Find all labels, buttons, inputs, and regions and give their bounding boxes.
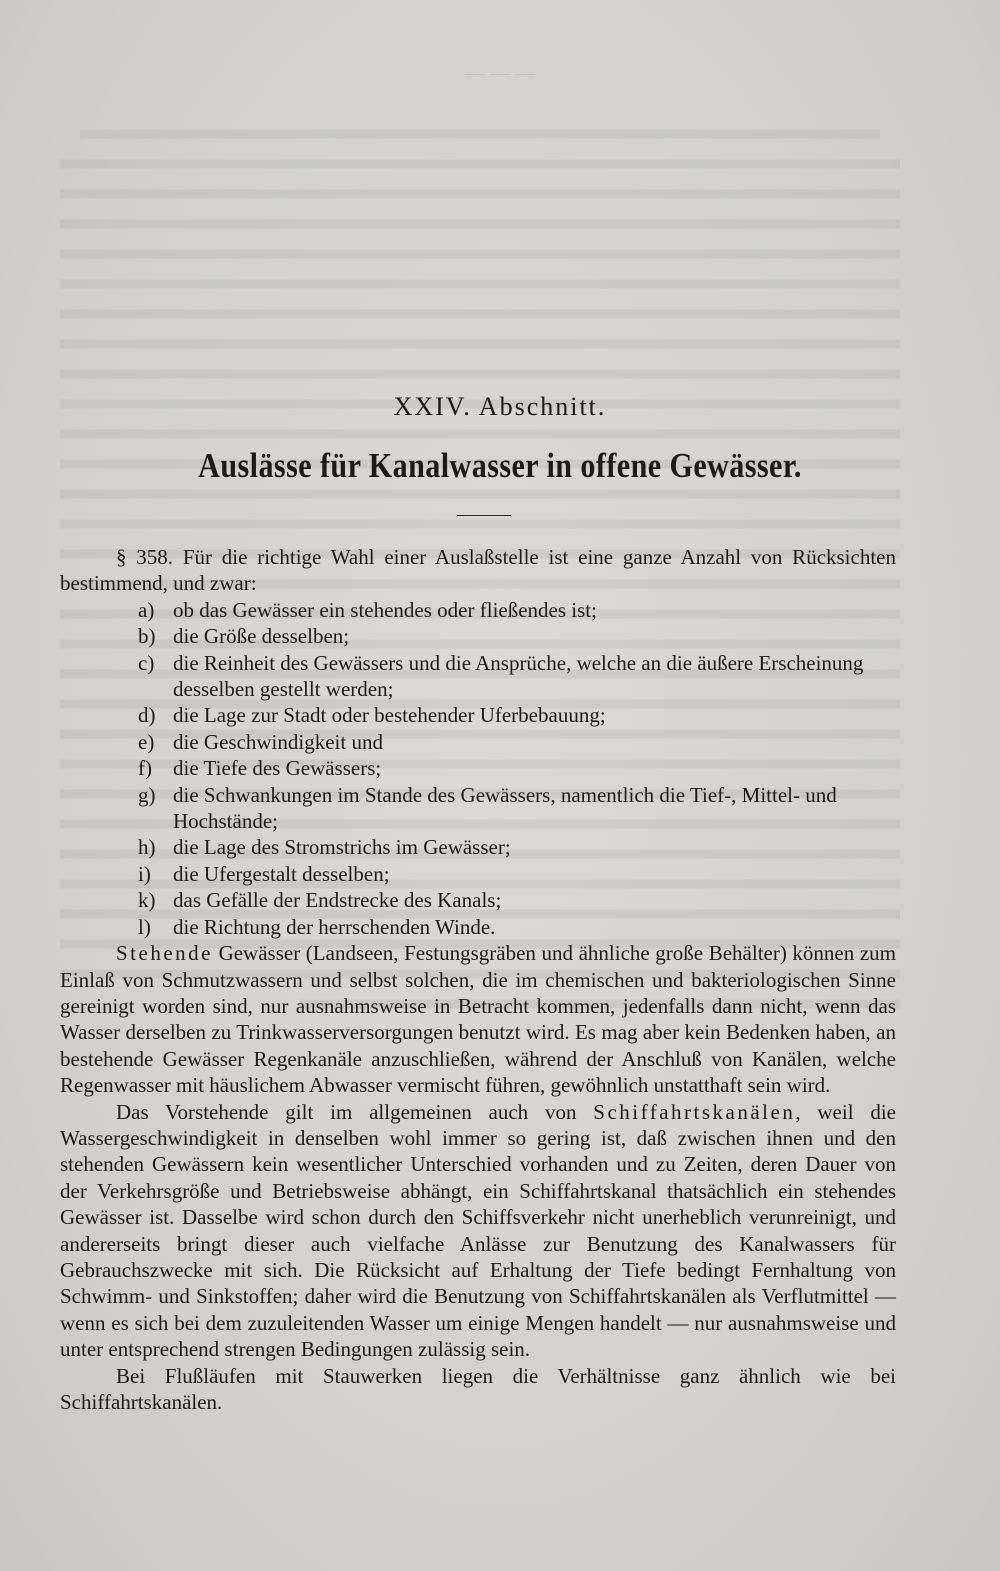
emphasis-term: Stehende [116, 941, 213, 966]
list-marker: d) [138, 703, 156, 728]
body-text [60, 544, 896, 1415]
list-item [60, 597, 896, 623]
list-item [60, 914, 896, 940]
list-marker: l) [138, 914, 151, 939]
intro-paragraph: § 358. Für die richtige Wahl einer Auslaßstelle ist eine ganze Anzahl von Rücksichten bestimmend, und zwar: [60, 545, 896, 596]
list-item [60, 782, 896, 835]
paragraph-schiffahrtskanaele [60, 1099, 896, 1363]
section-heading: XXIV. Abschnitt. [393, 392, 607, 421]
criteria-list [60, 597, 896, 940]
list-item [60, 755, 896, 781]
list-marker: b) [138, 624, 156, 649]
paragraph-stehende-gewaesser [60, 940, 896, 1098]
list-text: das Gefälle der Endstrecke des Kanals; [173, 888, 502, 913]
list-text: die Größe desselben; [173, 624, 350, 649]
list-item [60, 729, 896, 755]
list-text: die Tiefe des Gewässers; [173, 756, 382, 781]
paragraph-flusslaeufe: Bei Flußläufen mit Stauwerken liegen die Verhältnisse ganz ähnlich wie bei Schiffahrtskanälen. [60, 1363, 896, 1414]
list-item [60, 650, 896, 703]
list-text: die Reinheit des Gewässers und die Ansprüche, welche an die äußere Erscheinung desselben gestellt werden; [173, 650, 864, 702]
list-text: ob das Gewässer ein stehendes oder fließendes ist; [173, 597, 597, 622]
list-item [60, 834, 896, 860]
chapter-title: Auslässe für Kanalwasser in offene Gewässer. [198, 446, 802, 485]
list-marker: c) [138, 650, 155, 675]
paragraph-text: Gewässer (Landseen, Festungsgräben und ähnliche große Behälter) können zum Einlaß von Schmutzwassern und selbst solchen, die im chemischen und bakteriologischen Sinne gereinigt worden sind, nur ausnahmsweise in Betracht kommen, jedenfalls dann nicht, wenn das Wasser derselben zu Trinkwasserversorgungen benutzt wird. Es mag aber kein Bedenken haben, an bestehende Gewässer Regenkanäle anzuschließen, während der Anschluß von Kanälen, welche Regenwasser mit häuslichem Abwasser vermischt führen, gewöhnlich unstatthaft sein wird. [60, 941, 896, 1098]
list-marker: i) [138, 861, 151, 886]
list-text: die Schwankungen im Stande des Gewässers, namentlich die Tief-, Mittel- und Hochstände; [173, 782, 837, 834]
list-marker: h) [138, 835, 156, 860]
title-divider [457, 515, 511, 516]
list-text: die Lage des Stromstrichs im Gewässer; [173, 835, 511, 860]
emphasis-term: Schiffahrtskanälen [593, 1099, 796, 1124]
list-marker: a) [138, 597, 155, 622]
list-text: die Richtung der herrschenden Winde. [173, 914, 496, 939]
paragraph-text: , weil die Wassergeschwindigkeit in denselben wohl immer so gering ist, daß zwischen ihnen und den stehenden Gewässern kein wesentlicher Unterschied vorhanden und zu Zeiten, deren Dauer von der Verkehrsgröße und Betriebsweise abhängt, ein Schiffahrtskanal thatsächlich ein stehendes Gewässer ist. Dasselbe wird schon durch den Schiffsverkehr nicht unerheblich verunreinigt, und andererseits bringt dieser auch vielfache Anlässe zur Benutzung des Kanalwassers für Gebrauchszwecke mit sich. Die Rücksicht auf Erhaltung der Tiefe bedingt Fernhaltung von Schwimm- und Sinkstoffen; daher wird die Benutzung von Schiffahrtskanälen als Verflutmittel — wenn es sich bei dem zuzuleitenden Wasser um einige Mengen handelt — nur ausnahmsweise und unter entsprechend strengen Bedingungen zulässig sein. [60, 1099, 896, 1362]
list-marker: g) [138, 782, 156, 807]
list-marker: e) [138, 729, 155, 754]
list-item [60, 861, 896, 887]
list-item [60, 702, 896, 728]
paragraph-text: Das Vorstehende gilt im allgemeinen auch von [116, 1099, 594, 1124]
list-text: die Geschwindigkeit und [173, 729, 383, 754]
bleed-through-header: — — — [465, 62, 535, 84]
list-text: die Lage zur Stadt oder bestehender Uferbebauung; [173, 703, 606, 728]
list-marker: k) [138, 888, 156, 913]
list-text: die Ufergestalt desselben; [173, 861, 390, 886]
list-marker: f) [138, 756, 152, 781]
list-item [60, 887, 896, 913]
list-item [60, 623, 896, 649]
